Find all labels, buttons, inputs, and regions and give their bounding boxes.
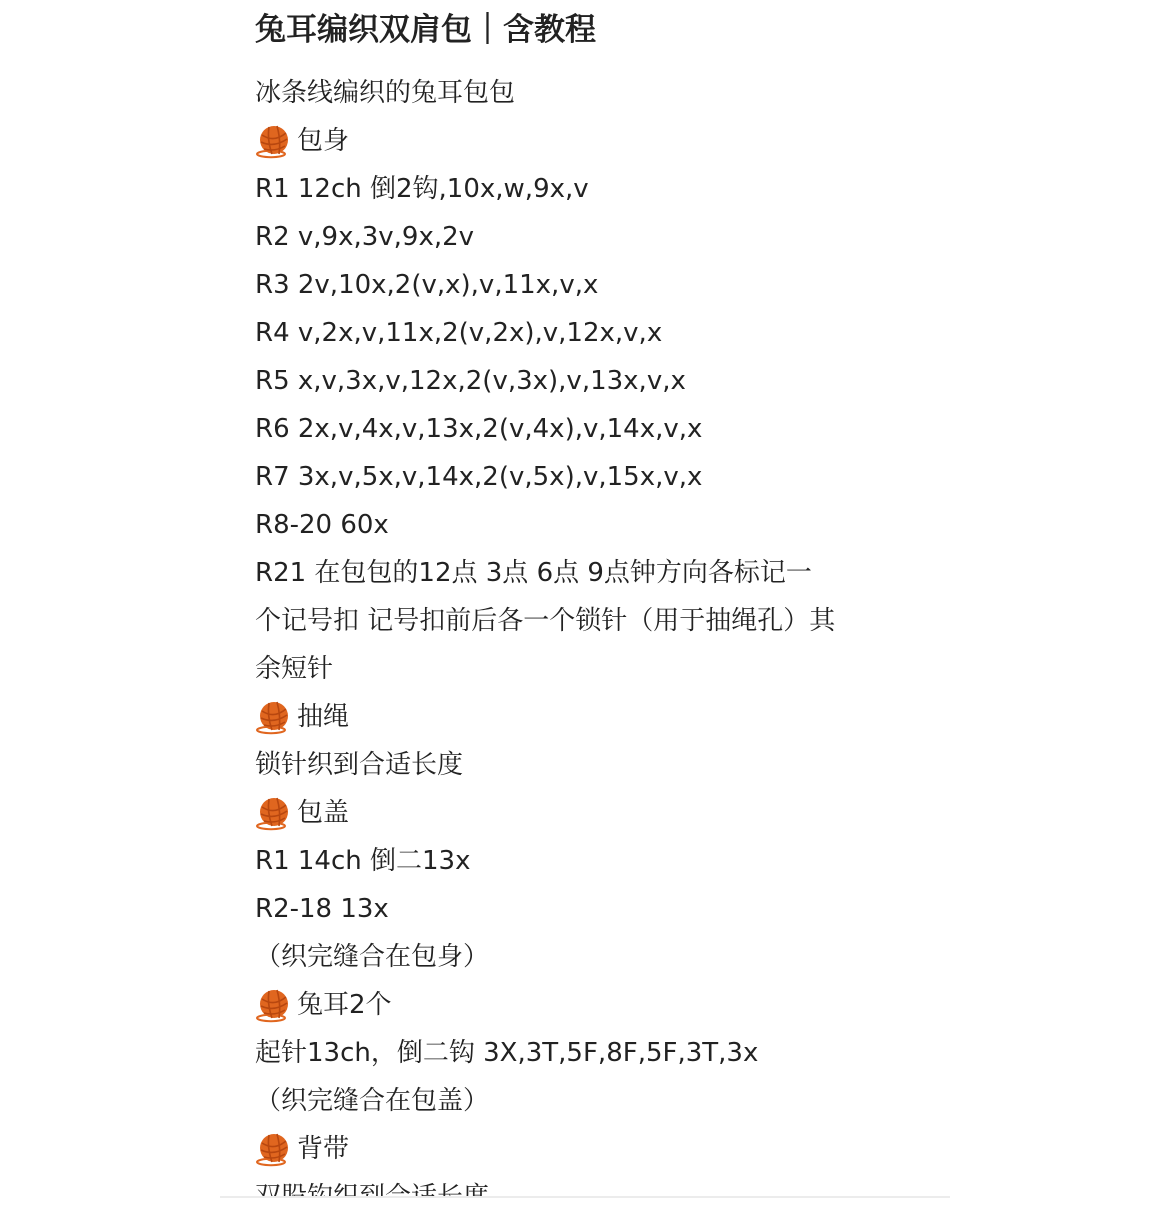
yarn-ball-icon [255, 699, 291, 735]
pattern-line: R21 在包包的12点 3点 6点 9点钟方向各标记一 [255, 558, 812, 588]
pattern-line: R5 x,v,3x,v,12x,2(v,3x),v,13x,v,x [255, 366, 686, 396]
post-title: 兔耳编织双肩包｜含教程 [255, 12, 596, 48]
pattern-line: R4 v,2x,v,11x,2(v,2x),v,12x,v,x [255, 318, 663, 348]
pattern-line: 余短针 [255, 654, 334, 684]
section-heading [255, 789, 945, 837]
yarn-ball-icon [255, 123, 291, 159]
section-heading-label: 包身 [297, 126, 350, 156]
pattern-line: R8-20 60x [255, 510, 389, 540]
section-heading [255, 1125, 945, 1173]
section-heading [255, 693, 945, 741]
section-heading-label: 背带 [297, 1134, 350, 1164]
pattern-line: R7 3x,v,5x,v,14x,2(v,5x),v,15x,v,x [255, 462, 703, 492]
pattern-line: 锁针织到合适长度 [255, 750, 464, 780]
pattern-line: R6 2x,v,4x,v,13x,2(v,4x),v,14x,v,x [255, 414, 703, 444]
pattern-line: R1 14ch 倒二13x [255, 846, 471, 876]
bottom-crop [0, 1198, 1170, 1215]
post-body [255, 69, 945, 1221]
yarn-ball-icon [255, 987, 291, 1023]
section-heading [255, 981, 945, 1029]
intro-line: 冰条线编织的兔耳包包 [255, 78, 516, 108]
yarn-ball-icon [255, 1131, 291, 1167]
note-post [255, 0, 945, 1221]
pattern-line: （织完缝合在包身） [255, 942, 490, 972]
pattern-line: R2-18 13x [255, 894, 389, 924]
pattern-line: 起针13ch，倒二钩 3X,3T,5F,8F,5F,3T,3x [255, 1038, 759, 1068]
section-heading-label: 包盖 [297, 798, 350, 828]
section-heading-label: 抽绳 [297, 702, 350, 732]
section-heading-label: 兔耳2个 [297, 990, 392, 1020]
yarn-ball-icon [255, 795, 291, 831]
pattern-line: R1 12ch 倒2钩,10x,w,9x,v [255, 174, 589, 204]
pattern-line: R2 v,9x,3v,9x,2v [255, 222, 475, 252]
section-heading [255, 117, 945, 165]
pattern-line: R3 2v,10x,2(v,x),v,11x,v,x [255, 270, 599, 300]
pattern-line: （织完缝合在包盖） [255, 1086, 490, 1116]
pattern-line: 个记号扣 记号扣前后各一个锁针（用于抽绳孔）其 [255, 606, 836, 636]
